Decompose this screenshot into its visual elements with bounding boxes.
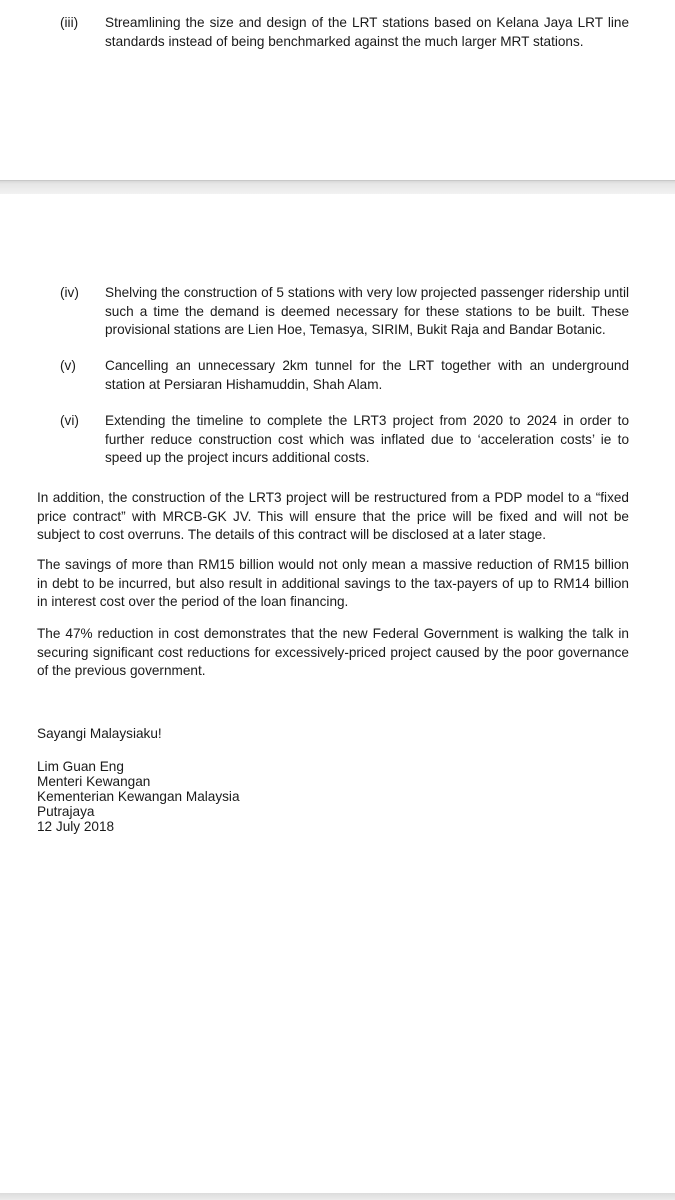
signature-name: Lim Guan Eng bbox=[37, 759, 124, 774]
page-bottom-edge bbox=[0, 1193, 675, 1200]
signature-date: 12 July 2018 bbox=[37, 819, 115, 834]
list-item-numeral: (iii) bbox=[60, 15, 79, 30]
page-break bbox=[0, 180, 675, 194]
paragraph-reduction: The 47% reduction in cost demonstrates that the new Federal Government is walking the talk in securing significant cost reductions for excessively-priced project caused by the poor governance of the previous government. bbox=[37, 626, 629, 678]
paragraph-savings: The savings of more than RM15 billion would not only mean a massive reduction of RM15 billion in debt to be incurred, but also result in additional savings to the tax-payers of up to RM14 billion in interest cost over the period of the loan financing. bbox=[37, 557, 629, 609]
paragraph-contract: In addition, the construction of the LRT3 project will be restructured from a PDP model to a “fixed price contract” with MRCB-GK JV. This will ensure that the price will be fixed and will not be subject to cost overruns. The details of this contract will be disclosed at a later stage. bbox=[37, 490, 629, 542]
signature-title: Menteri Kewangan bbox=[37, 774, 151, 789]
list-item-text: Streamlining the size and design of the LRT stations based on Kelana Jaya LRT line standards instead of being benchmarked against the much larger MRT stations. bbox=[105, 15, 629, 49]
list-item-numeral: (v) bbox=[60, 358, 76, 373]
list-item-numeral: (iv) bbox=[60, 285, 79, 300]
list-item-text: Extending the timeline to complete the LRT3 project from 2020 to 2024 in order to further reduce construction cost which was inflated due to ‘acceleration costs’ ie to speed up the project incurs additional costs. bbox=[105, 413, 629, 465]
signature-location: Putrajaya bbox=[37, 804, 95, 819]
signature-ministry: Kementerian Kewangan Malaysia bbox=[37, 789, 240, 804]
list-item-text: Shelving the construction of 5 stations with very low projected passenger ridership until such a time the demand is deemed necessary for these stations to be built. These provisional stations are Lien Hoe, Temasya, SIRIM, Bukit Raja and Bandar Botanic. bbox=[105, 285, 629, 337]
list-item-text: Cancelling an unnecessary 2km tunnel for the LRT together with an underground station at Persiaran Hishamuddin, Shah Alam. bbox=[105, 358, 629, 392]
closing-line: Sayangi Malaysiaku! bbox=[37, 726, 162, 741]
list-item-numeral: (vi) bbox=[60, 413, 79, 428]
